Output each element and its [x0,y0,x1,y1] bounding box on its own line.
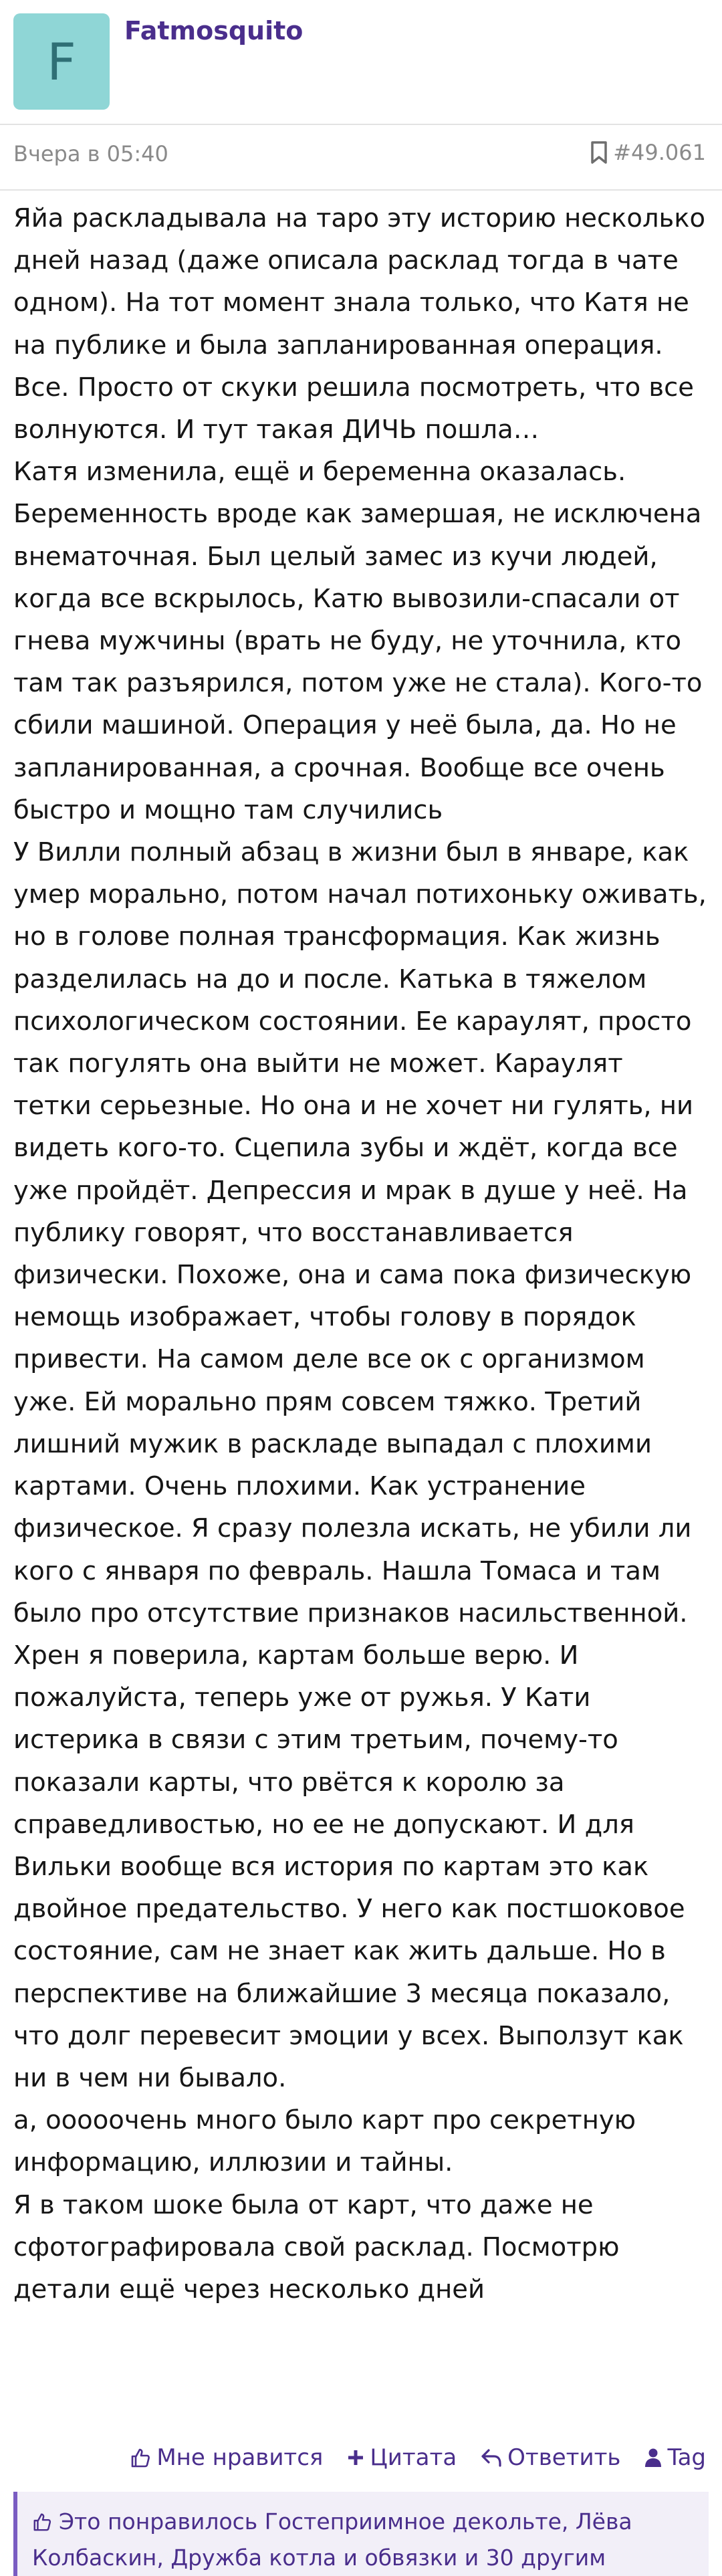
reply-arrow-icon [481,2448,502,2468]
plus-icon [347,2449,364,2466]
thumbs-up-icon [130,2447,151,2468]
likes-summary[interactable] [13,2492,709,2576]
thumbs-up-icon [32,2508,52,2541]
post-paragraph: Я в таком шоке была от карт, что даже не сфотографировала свой расклад. Посмотрю детали ещё через несколько дней [13,2189,620,2304]
quote-button[interactable] [347,2444,457,2471]
post-paragraph: Катя изменила, ещё и беременна оказалась. Беременность вроде как замершая, не исключена внематочная. Был целый замес из кучи людей, когда все вскрылось, Катю вывозили-спасали от гнева мужчины (врать не буду, не уточнила, кто там так разъярился, потом уже не стала). Кого-то сбили машиной. Операция у неё была, да. Но не запланированная, а срочная. Вообще все очень быстро и мощно там случились [13,457,703,825]
post-meta-right [589,140,706,165]
like-button-label: Мне нравится [156,2444,324,2471]
post-header [0,0,722,124]
post-actions [130,2438,706,2478]
user-icon [644,2448,662,2468]
post-paragraph: Яйа раскладывала на таро эту историю несколько дней назад (даже описала расклад тогда в чате одном). На тот момент знала только, что Катя не на публике и была запланированная операция. Все. Просто от скуки решила посмотреть, что все волнуются. И тут такая ДИЧЬ пошла… [13,203,706,445]
quote-button-label: Цитата [370,2444,457,2471]
username[interactable]: Fatmosquito [124,16,304,45]
tag-button-label: Tag [667,2444,706,2471]
post-meta [0,125,722,189]
post-paragraph: У Вилли полный абзац в жизни был в январе, как умер морально, потом начал потихоньку оживать, но в голове полная трансформация. Как жизнь разделилась на до и после. Катька в тяжелом психологическом состоянии. Ее караулят, просто так погулять она выйти не может. Караулят тетки серьезные. Но она и не хочет ни гулять, ни видеть кого-то. Сцепила зубы и ждёт, когда все уже пройдёт. Депрессия и мрак в душе у неё. На публику говорят, что восстанавливается физически. Похоже, она и сама пока физическую немощь изображает, чтобы голову в порядок привести. На самом деле все ок с организмом уже. Ей морально прям совсем тяжко. Третий лишний мужик в раскладе выпадал с плохими картами. Очень плохими. Как устранение физическое. Я сразу полезла искать, не убили ли кого с января по февраль. Нашла Томаса и там было про отсутствие признаков насильственной. Хрен я поверила, картам больше верю. И пожалуйста, теперь уже от ружья. У Кати истерика в связи с этим третьим, почему-то показали карты, что рвётся к королю за справедливостью, но ее не допускают. И для Вильки вообще вся история по картам это как двойное предательство. У него как постшоковое состояние, сам не знает как жить дальше. Но в перспективе на ближайшие 3 месяца показало, что долг перевесит эмоции у всех. Выползут как ни в чем ни бывало. [13,837,707,2093]
reply-button[interactable] [481,2444,620,2471]
post-time[interactable]: Вчера в 05:40 [13,141,168,167]
post-body [13,197,709,2311]
reply-button-label: Ответить [507,2444,621,2471]
avatar[interactable] [13,13,110,110]
post-paragraph: а, ооооочень много было карт про секретную информацию, иллюзии и тайны. [13,2105,636,2178]
bookmark-icon[interactable] [589,140,609,165]
meta-divider [0,189,722,191]
post-number[interactable]: #49.061 [613,140,706,165]
like-button[interactable] [130,2444,323,2471]
tag-button[interactable] [644,2444,706,2471]
likes-summary-text: Это понравилось Гостеприимное декольте, Лёва Колбаскин, Дружба котла и обвязки и 30 другим [32,2508,632,2571]
avatar-letter: F [47,31,76,92]
